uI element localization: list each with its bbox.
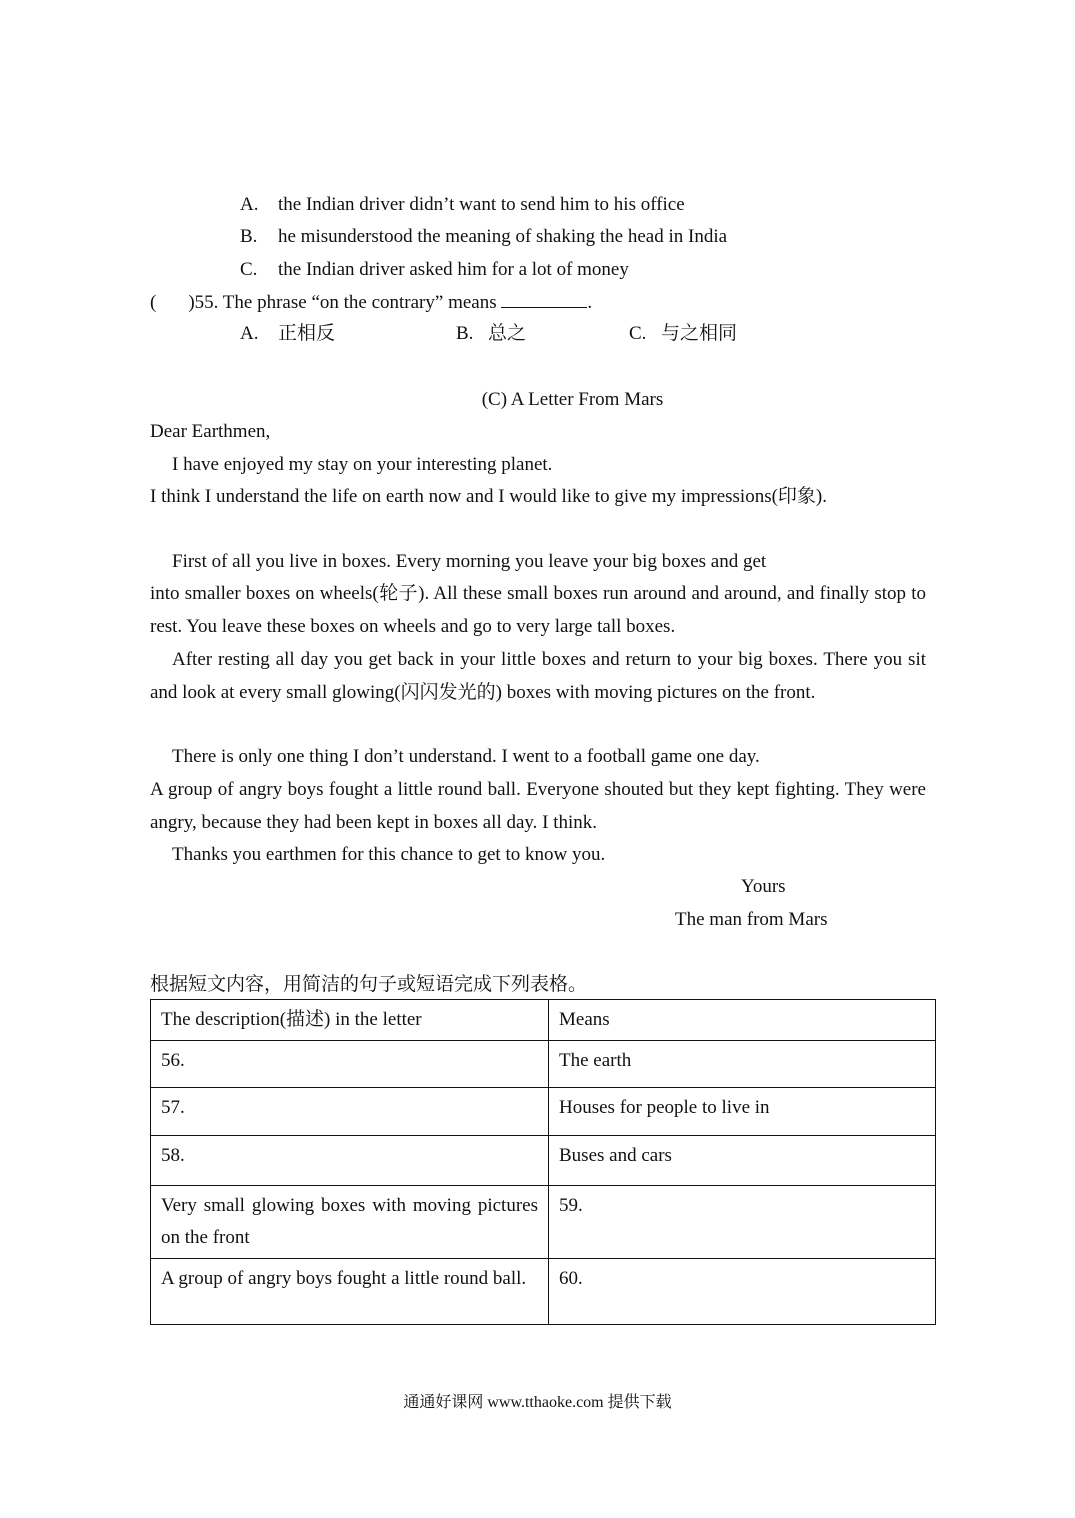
option-text: 正相反	[278, 323, 336, 344]
q55-option-b	[456, 321, 526, 347]
table-header: Means	[549, 1000, 936, 1041]
q55-question	[150, 289, 592, 316]
table-row	[151, 1041, 936, 1088]
option-text: 与之相同	[661, 323, 738, 344]
answer-table	[150, 999, 936, 1325]
option-text: he misunderstood the meaning of shaking the head in India	[278, 226, 728, 247]
table-header-row	[151, 1000, 936, 1041]
letter-salutation: Dear Earthmen,	[150, 421, 271, 442]
table-cell: Houses for people to live in	[549, 1088, 936, 1136]
letter-paragraph: A group of angry boys fought a little round ball. Everyone shouted but they kept fighting. They were angry, because they had been kept in boxes all day. I think.	[150, 779, 926, 833]
table-instruction: 根据短文内容，用简洁的句子或短语完成下列表格。	[150, 974, 588, 995]
answer-paren: (	[150, 292, 157, 313]
q55-option-c	[629, 321, 737, 347]
q54-option-a	[240, 192, 685, 218]
table-cell: Buses and cars	[549, 1136, 936, 1186]
letter-closing: Yours	[741, 876, 786, 897]
table-cell: 56.	[151, 1041, 549, 1088]
answer-blank	[501, 289, 587, 308]
table-cell: 58.	[151, 1136, 549, 1186]
option-letter: A.	[240, 194, 259, 215]
page-footer: 通通好课网 www.tthaoke.com 提供下载	[403, 1394, 672, 1411]
q55-option-a	[240, 321, 335, 347]
q54-option-b	[240, 224, 727, 250]
letter-line: There is only one thing I don’t understand. I went to a football game one day.	[172, 746, 760, 767]
option-text: the Indian driver didn’t want to send him to his office	[278, 194, 685, 215]
q55-end: .	[587, 292, 593, 313]
option-text: 总之	[488, 323, 527, 344]
q54-option-c	[240, 257, 629, 283]
letter-paragraph: After resting all day you get back in your little boxes and return to your big boxes. There you sit and look at every small glowing(闪闪发光的) boxes with moving pictures on the front.	[150, 649, 926, 703]
table-row	[151, 1186, 936, 1259]
table-row	[151, 1088, 936, 1136]
letter-line: Thanks you earthmen for this chance to get to know you.	[172, 844, 606, 865]
letter-line: First of all you live in boxes. Every morning you leave your big boxes and get	[172, 551, 767, 572]
table-row	[151, 1259, 936, 1325]
table-cell: A group of angry boys fought a little round ball.	[151, 1259, 549, 1325]
option-letter: B.	[456, 323, 474, 344]
table-cell: 59.	[549, 1186, 936, 1259]
table-cell: 60.	[549, 1259, 936, 1325]
q55-stem: )55. The phrase “on the contrary” means	[188, 292, 497, 313]
letter-line: I have enjoyed my stay on your interesting planet.	[172, 454, 553, 475]
option-letter: C.	[240, 259, 258, 280]
passage-title: (C) A Letter From Mars	[481, 389, 664, 410]
letter-signature: The man from Mars	[675, 909, 828, 930]
option-letter: B.	[240, 226, 258, 247]
table-header: The description(描述) in the letter	[151, 1000, 549, 1041]
option-letter: C.	[629, 323, 647, 344]
letter-paragraph: I think I understand the life on earth now and I would like to give my impressions(印象).	[150, 486, 828, 507]
table-cell: Very small glowing boxes with moving pictures on the front	[151, 1186, 549, 1259]
table-row	[151, 1136, 936, 1186]
option-text: the Indian driver asked him for a lot of money	[278, 259, 629, 280]
option-letter: A.	[240, 323, 259, 344]
table-cell: The earth	[549, 1041, 936, 1088]
table-cell: 57.	[151, 1088, 549, 1136]
letter-paragraph: into smaller boxes on wheels(轮子). All these small boxes run around and around, and finally stop to rest. You leave these boxes on wheels and go to very large tall boxes.	[150, 583, 926, 637]
